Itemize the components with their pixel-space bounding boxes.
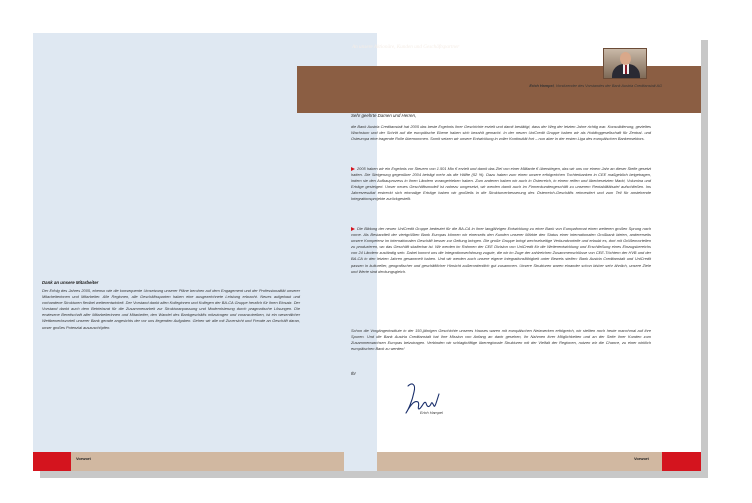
letter-paragraph-2-text: 2005 haben wir ein Ergebnis vor Steuern von 1.501 Mio € erzielt und damit das Ziel von einer Milliarde € überstiegen, das wir uns vor einem Jahr an dieser Stelle gesetzt hatten. Die Steigerung gegenüber 2004 beträgt mehr als die Hälfte (52 %). Dazu haben zum einen unsere erfolgreichen Tochterbanken in CEE maßgeblich beigetragen, indem sie den Aufbauprozess in ihren Ländern vorangetrieben haben. Zum anderen haben wir auch in Österreich, in einem reifen und überbesetzten Markt, Volumina und Erträge gesteigert. Unser neues Geschäftsmodell ist nahezu umgesetzt, wir werden damit auch im Firmenkundengeschäft zu unserem Rentabilitätsziel aufschließen. Ins Jahresresultat erstreckt sich einmalige Erträge haben wir großteils in die Strukturverbesserung des Österreich-Geschäfts reinvestiert und zum Teil für anstehende Integrationsprojekte zurückgestellt. — [351, 166, 651, 202]
letter-paragraph-3-text: Die Bildung der neuen UniCredit Gruppe bedeutet für die BA-CA in ihrer langjährigen Entwicklung zu einer Bank von Europaformat einen weiteren großen Sprung nach vorne. Als Bestandteil der viertgrößten Bank Europas können wir einerseits den Kunden unserer Märkte den Status einer internationalen Großbank bieten, andererseits unsere Kompetenz im internationalen Geschäft besser zur Geltung bringen. Die große Gruppe bringt wechselseitige Verbundvorteile und erlaubt es, dort mit Größenvorteilen zu produzieren, wo das Geschäft skalierbar ist. Wir werden im Rahmen der CEE Division von UniCredit für die Weiterentwicklung und Erschließung eines Einzugsbereichs von 24 Ländern zuständig sein. Dabei kommt uns die Integrationserfahrung zugute, die wir im Zuge der zahlreichen Zusammenschlüsse von CEE-Töchtern der HVB und der BA-CA in den letzten Jahren gesammelt haben. Und wir werden auch unsere eigene Integrationsfähigkeit unter Beweis stellen: Bank Austria Creditanstalt und UniCredit passen in kultureller, geografischer und geschäftlicher Hinsicht außerordentlich gut zusammen. Unsere Strukturen waren einander schon bisher sehr ähnlich, unsere Ziele und Werte sind deckungsgleich. — [351, 226, 651, 274]
left-section-title: Dank an unsere Mitarbeiter — [42, 280, 99, 285]
bullet-marker-icon — [351, 227, 355, 231]
letter-salutation: Sehr geehrte Damen und Herren, — [351, 113, 417, 118]
footer-right-folio: Vorwort — [634, 456, 649, 461]
footer-right-band — [377, 452, 662, 471]
signer-name: Erich Hampel — [420, 411, 443, 415]
portrait-tie — [625, 65, 627, 74]
footer-right-red-block — [662, 452, 701, 471]
photo-caption — [452, 84, 662, 88]
letter-paragraph-1: die Bank Austria Creditanstalt hat 2005 das beste Ergebnis ihrer Geschichte erzielt und damit bestätigt, dass der Weg der letzten Jahre richtig war. Konsolidierung, gezieltes Wachstum und der Schritt auf die europäische Ebene haben sich bezahlt gemacht. In der neuen UniCredit Gruppe haben wir als Holdinggesellschaft für Zentral- und Osteuropa eine tragende Rolle übernommen. Somit setzen wir unsere Entwicklung in voller Kontinuität fort – nun aber in der ersten Liga des europäischen Bankensektors. — [351, 124, 651, 142]
letter-paragraph-2 — [351, 166, 651, 203]
portrait-photo — [603, 48, 647, 79]
left-section-body: Der Erfolg des Jahres 2005, ebenso wie die konsequente Umsetzung unserer Pläne beruhen auf dem Engagement und der Professionalität unserer Mitarbeiterinnen und Mitarbeiter. Alle Regionen, alle Geschäftssparten haben eine ausgezeichnete Leistung erbracht. Neues aufgebaut und vorhandene Strukturen flexibel weiterentwickelt. Der Vorstand dankt allen Kolleginnen und Kollegen der BA-CA Gruppe herzlich für ihren Einsatz. Der Vorstand dankt auch dem Betriebsrat für die Zusammenarbeit zur Strukturanpassung und Modernisierung durch pragmatische Lösungen. Die erwiesene Bereitschaft aller Mitarbeiterinnen und Mitarbeiter, den Wandel des Bankgeschäfts mitzutragen und voranzutreiben, ist ein wesentlicher Wettbewerbsvorteil unserer Bank gerade angesichts der vor uns liegenden Aufgaben. Gehen wir alle mit Zuversicht und Freude an Geschäft daran, unser großes Potenzial auszuschöpfen. — [42, 288, 300, 330]
footer-left-red-block — [33, 452, 71, 471]
letter-paragraph-4: Schon die Vorgängerinstitute in der 150-jährigen Geschichte unseres Hauses waren mit europäischen Netzwerken erfolgreich, wir stellten noch heute manchmal auf ihre Spuren. Und die Bank Austria Creditanstalt hat ihre Mission von Anfang an darin gesehen, ihr Nahmen ihrer Möglichkeiten und an der Seite ihrer Kunden zum Zusammenwachsen Europas beizutragen. Verbinden wir schlagkräftige überregionale Strukturen mit der Vielfalt der Regionen, nutzen wir die Chance, zu einer wirklich europäischen Bank zu werden! — [351, 328, 651, 352]
portrait-head — [620, 52, 631, 65]
footer-left-band — [71, 452, 344, 471]
letter-paragraph-3 — [351, 226, 651, 275]
footer-left-folio: Vorwort — [76, 456, 91, 461]
bullet-marker-icon — [351, 167, 355, 171]
letter-closing: Ihr — [351, 371, 356, 376]
caption-role: , Vorsitzender des Vorstandes der Bank Austria Creditanstalt AG — [553, 84, 662, 88]
banner-title: An unsere Aktionäre, Kunden und Geschäftspartner — [352, 44, 460, 50]
caption-name: Erich Hampel — [529, 84, 554, 88]
